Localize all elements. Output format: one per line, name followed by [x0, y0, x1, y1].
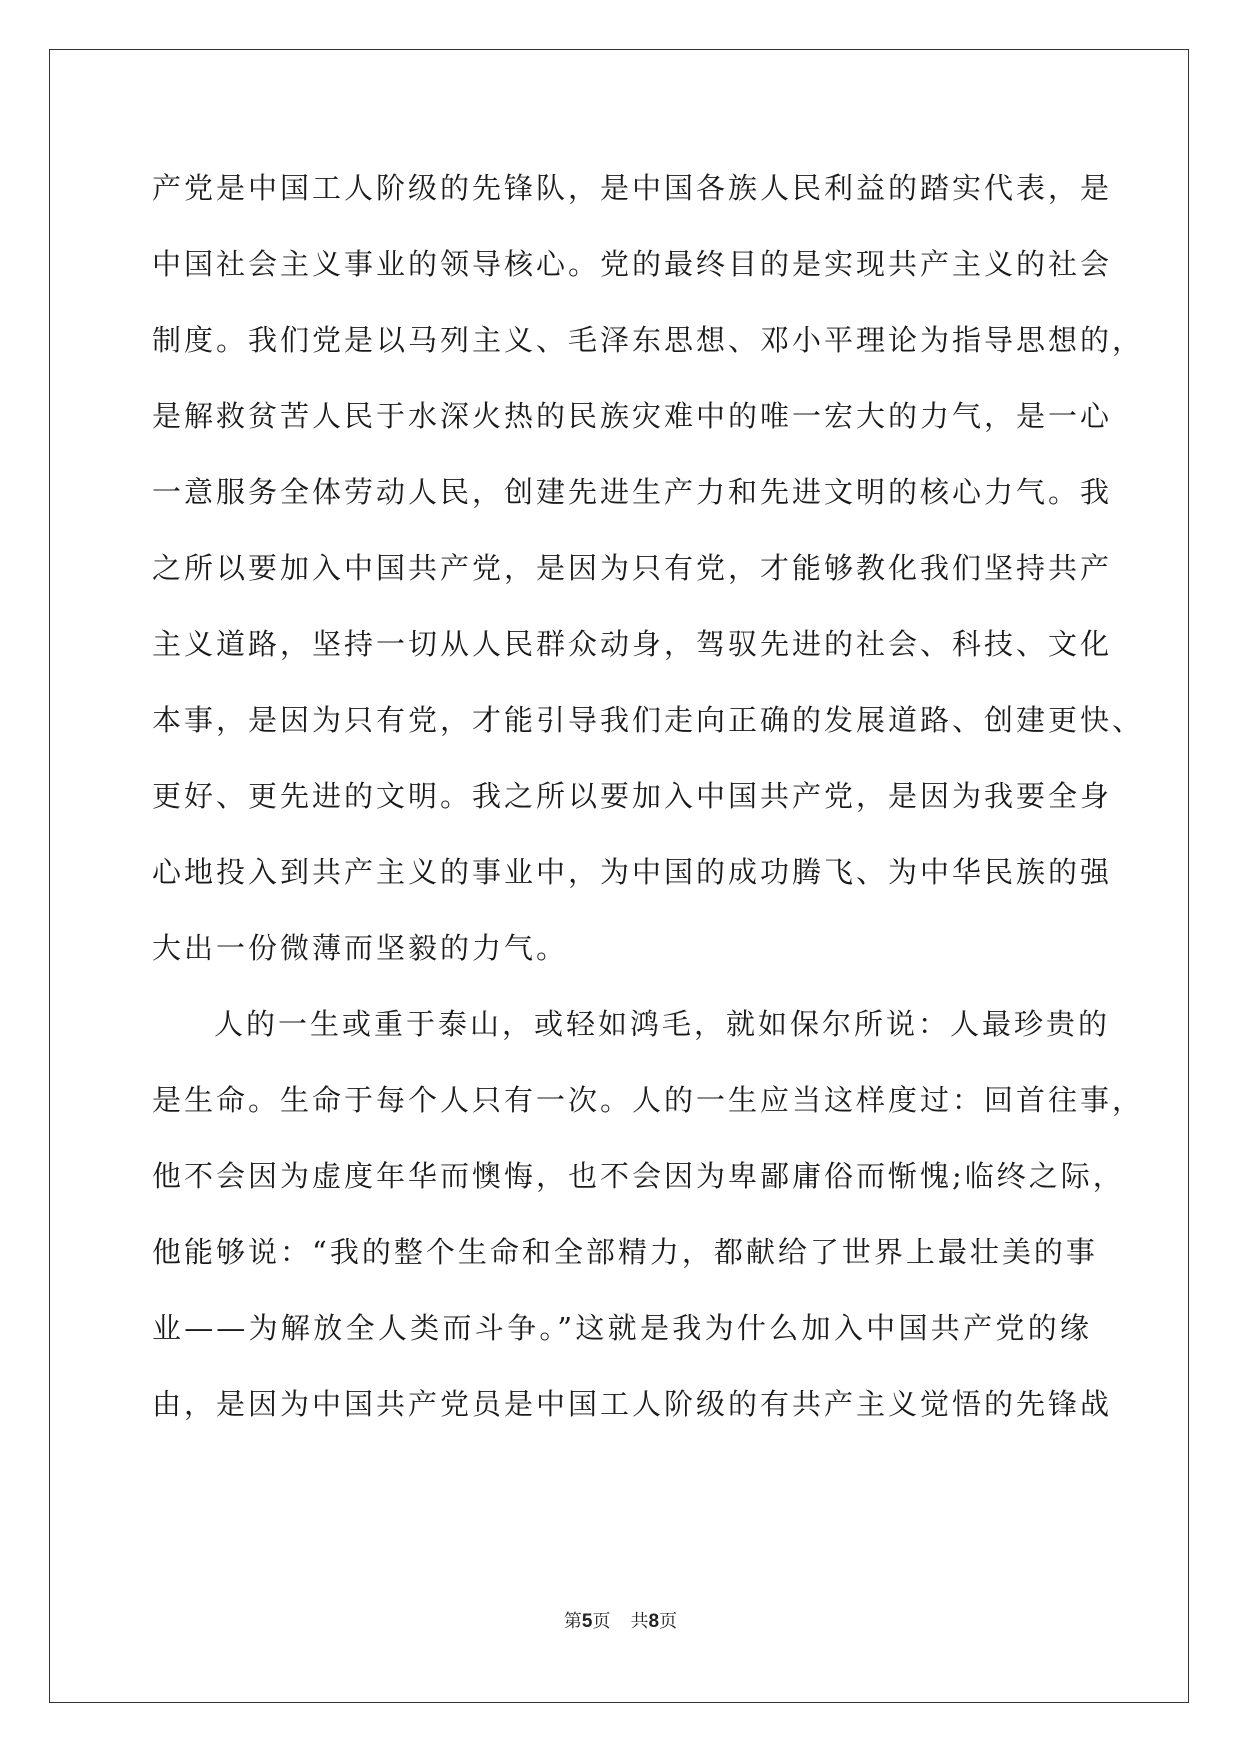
text-line: 中国社会主义事业的领导核心。党的最终目的是实现共产主义的社会: [152, 247, 1113, 281]
total-page-number: 8: [648, 1611, 660, 1632]
current-page-number: 5: [581, 1611, 593, 1632]
footer-total-suffix: 页: [659, 1611, 678, 1632]
text-line: 他能够说：“我的整个生命和全部精力，都献给了世界上最壮美的事: [152, 1235, 1098, 1269]
text-line-indented: 人的一生或重于泰山，或轻如鸿毛，就如保尔所说：人最珍贵的: [214, 1007, 1111, 1041]
text-line: 之所以要加入中国共产党，是因为只有党，才能够教化我们坚持共产: [152, 551, 1113, 585]
text-line: 一意服务全体劳动人民，创建先进生产力和先进文明的核心力气。我: [152, 475, 1113, 509]
footer-prefix: 第: [563, 1611, 582, 1632]
text-line: 本事，是因为只有党，才能引导我们走向正确的发展道路、创建更快、: [152, 703, 1145, 737]
footer-page-suffix: 页: [592, 1611, 611, 1632]
text-line: 更好、更先进的文明。我之所以要加入中国共产党，是因为我要全身: [152, 779, 1113, 813]
text-line: 由，是因为中国共产党员是中国工人阶级的有共产主义觉悟的先锋战: [152, 1387, 1113, 1421]
text-line: 业——为解放全人类而斗争。”这就是我为什么加入中国共产党的缘: [152, 1311, 1092, 1345]
text-line: 他不会因为虚度年华而懊悔，也不会因为卑鄙庸俗而惭愧;临终之际，: [152, 1159, 1125, 1193]
text-line: 制度。我们党是以马列主义、毛泽东思想、邓小平理论为指导思想的，: [152, 323, 1145, 357]
footer-total-prefix: 共: [630, 1611, 649, 1632]
text-line: 大出一份微薄而坚毅的力气。: [152, 931, 569, 965]
page-footer: [0, 1607, 1241, 1633]
text-line: 主义道路，坚持一切从人民群众动身，驾驭先进的社会、科技、文化: [152, 627, 1113, 661]
document-body: [152, 150, 1145, 1442]
text-line: 是生命。生命于每个人只有一次。人的一生应当这样度过：回首往事，: [152, 1083, 1145, 1117]
text-line: 产党是中国工人阶级的先锋队，是中国各族人民利益的踏实代表，是: [152, 171, 1113, 205]
text-line: 心地投入到共产主义的事业中，为中国的成功腾飞、为中华民族的强: [152, 855, 1113, 889]
text-line: 是解救贫苦人民于水深火热的民族灾难中的唯一宏大的力气，是一心: [152, 399, 1113, 433]
